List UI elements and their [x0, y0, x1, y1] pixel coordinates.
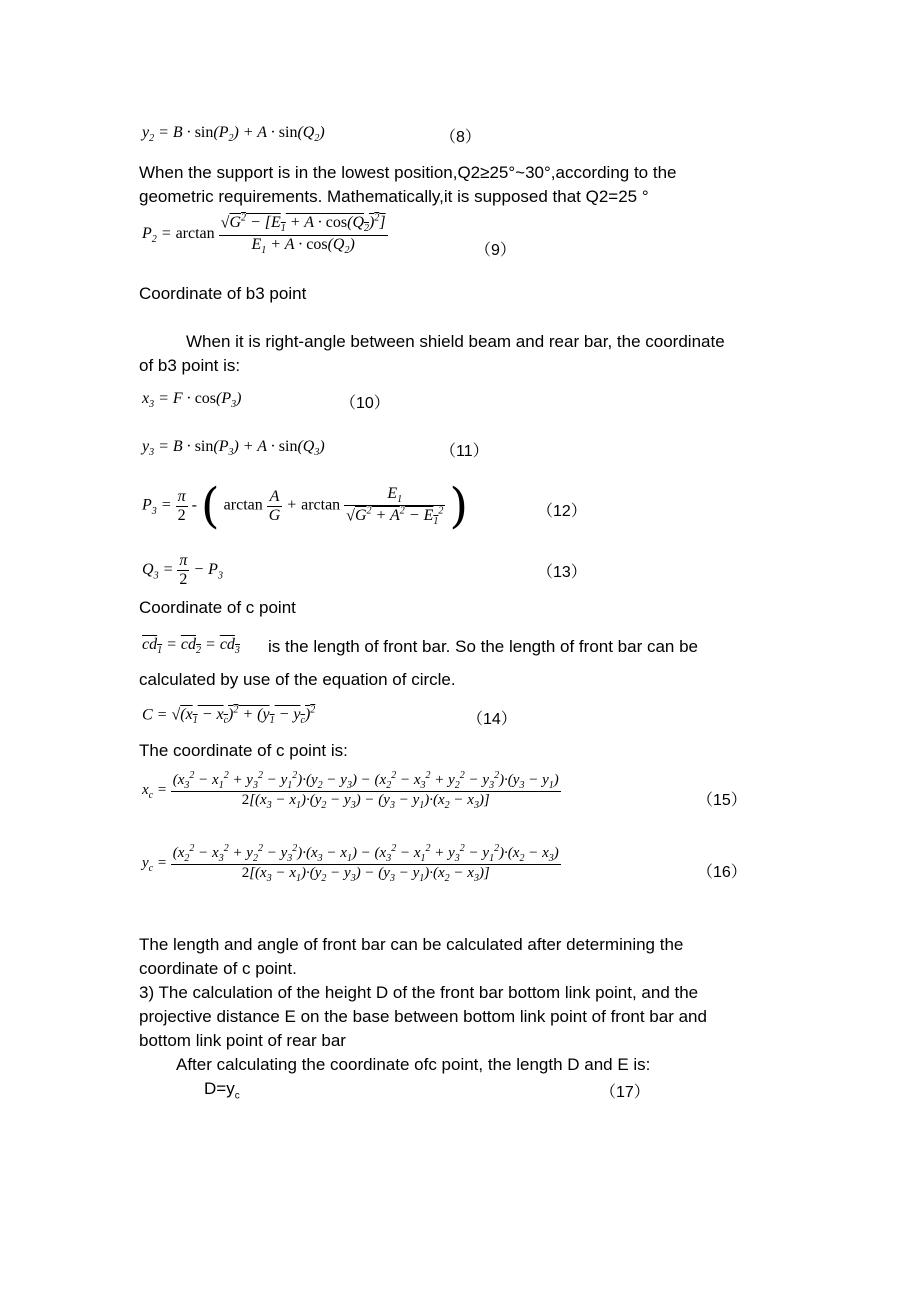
section-heading-c: Coordinate of c point	[139, 598, 296, 617]
paragraph-line: projective distance E on the base between bottom link point of front bar and	[139, 1007, 707, 1026]
paragraph-line: The coordinate of c point is:	[139, 741, 348, 760]
equation-17-sub: c	[234, 1090, 240, 1102]
paragraph-line: After calculating the coordinate ofc point, the length D and E is:	[176, 1055, 651, 1074]
inline-equation-cd: $cd_1 = cd_2 = cd_3$	[142, 636, 240, 657]
section-heading-b3: Coordinate of b3 point	[139, 284, 307, 303]
equation-number-15: （15）	[697, 792, 747, 809]
equation-8: $y_2 = B \cdot \sin(P_2) + A \cdot \sin(Q_2)$	[142, 124, 325, 145]
paragraph-line: calculated by use of the equation of circle.	[139, 670, 456, 689]
paragraph-line: is the length of front bar. So the length of front bar can be	[268, 637, 699, 656]
equation-number-14: （14）	[467, 711, 517, 728]
paragraph-line: coordinate of c point.	[139, 959, 297, 978]
equation-9: $P_2 = \arctan$ $\frac{√G^2 - [E_1 + A \cdot \cos(Q_2)^2]}{E_1 + A \cdot \cos(Q_2)}$	[142, 213, 386, 256]
paragraph-line: 3) The calculation of the height D of the front bar bottom link point, and the	[139, 983, 699, 1002]
equation-number-17: （17）	[600, 1084, 650, 1101]
paragraph-line: of b3 point is:	[139, 356, 241, 375]
paragraph-line: bottom link point of rear bar	[139, 1031, 346, 1050]
equation-number-11: （11）	[440, 443, 489, 460]
equation-14: $C = √(x_1 - x_c)^2 + (y_1 - y_c)^2$	[142, 705, 316, 727]
equation-number-13: （13）	[537, 564, 587, 581]
equation-15: $x_c$ = $(x_3^2 - x_1^2 + y_3^2 - y_1^2)\cdot(y_2 - y_3) - (x_2^2 - x_3^2 + y_2^2 - y_3^2)\cdot(y_3 - y_1)$ $2[(x_3 - x_1)\cdot(y_2 - y_3) - (y_3 - y_1)\cdot(x_2 - x_3)]$	[142, 770, 559, 811]
paragraph-line: geometric requirements. Mathematically,it is supposed that Q2=25 °	[139, 187, 649, 206]
paragraph-line: When it is right-angle between shield beam and rear bar, the coordinate	[186, 332, 725, 351]
equation-10: $x_3 = F \cdot \cos(P_3)$	[142, 390, 242, 411]
equation-17-main: D=y	[204, 1079, 235, 1098]
equation-16: $y_c$ = $(x_2^2 - x_3^2 + y_2^2 - y_3^2)\cdot(x_3 - x_1) - (x_3^2 - x_1^2 + y_3^2 - y_1^2)\cdot(x_2 - x_3)$ $2[(x_3 - x_1)\cdot(y_2 - y_3) - (y_3 - y_1)\cdot(x_2 - x_3)]$	[142, 843, 559, 884]
equation-11: $y_3 = B \cdot \sin(P_3) + A \cdot \sin(Q_3)$	[142, 438, 325, 459]
equation-number-8: （8）	[440, 129, 481, 146]
paragraph-line: When the support is in the lowest position,Q2≥25°~30°,according to the	[139, 163, 677, 182]
equation-12: $P_3$ = $\frac{\pi}{2}$ - ( arctan $\frac{A}{G}$ + arctan $\frac{E_1}{√G^2 + A^2 - E_1^2}$ )	[142, 478, 469, 534]
paragraph-line: The length and angle of front bar can be calculated after determining the	[139, 935, 684, 954]
equation-number-16: （16）	[697, 864, 747, 881]
equation-number-9: （9）	[475, 242, 516, 259]
equation-number-10: （10）	[340, 395, 390, 412]
equation-number-12: （12）	[537, 503, 587, 520]
equation-17	[204, 1078, 240, 1107]
equation-13: $Q_3$ = $\frac{\pi}{2}$ − $P_3$	[142, 552, 223, 588]
